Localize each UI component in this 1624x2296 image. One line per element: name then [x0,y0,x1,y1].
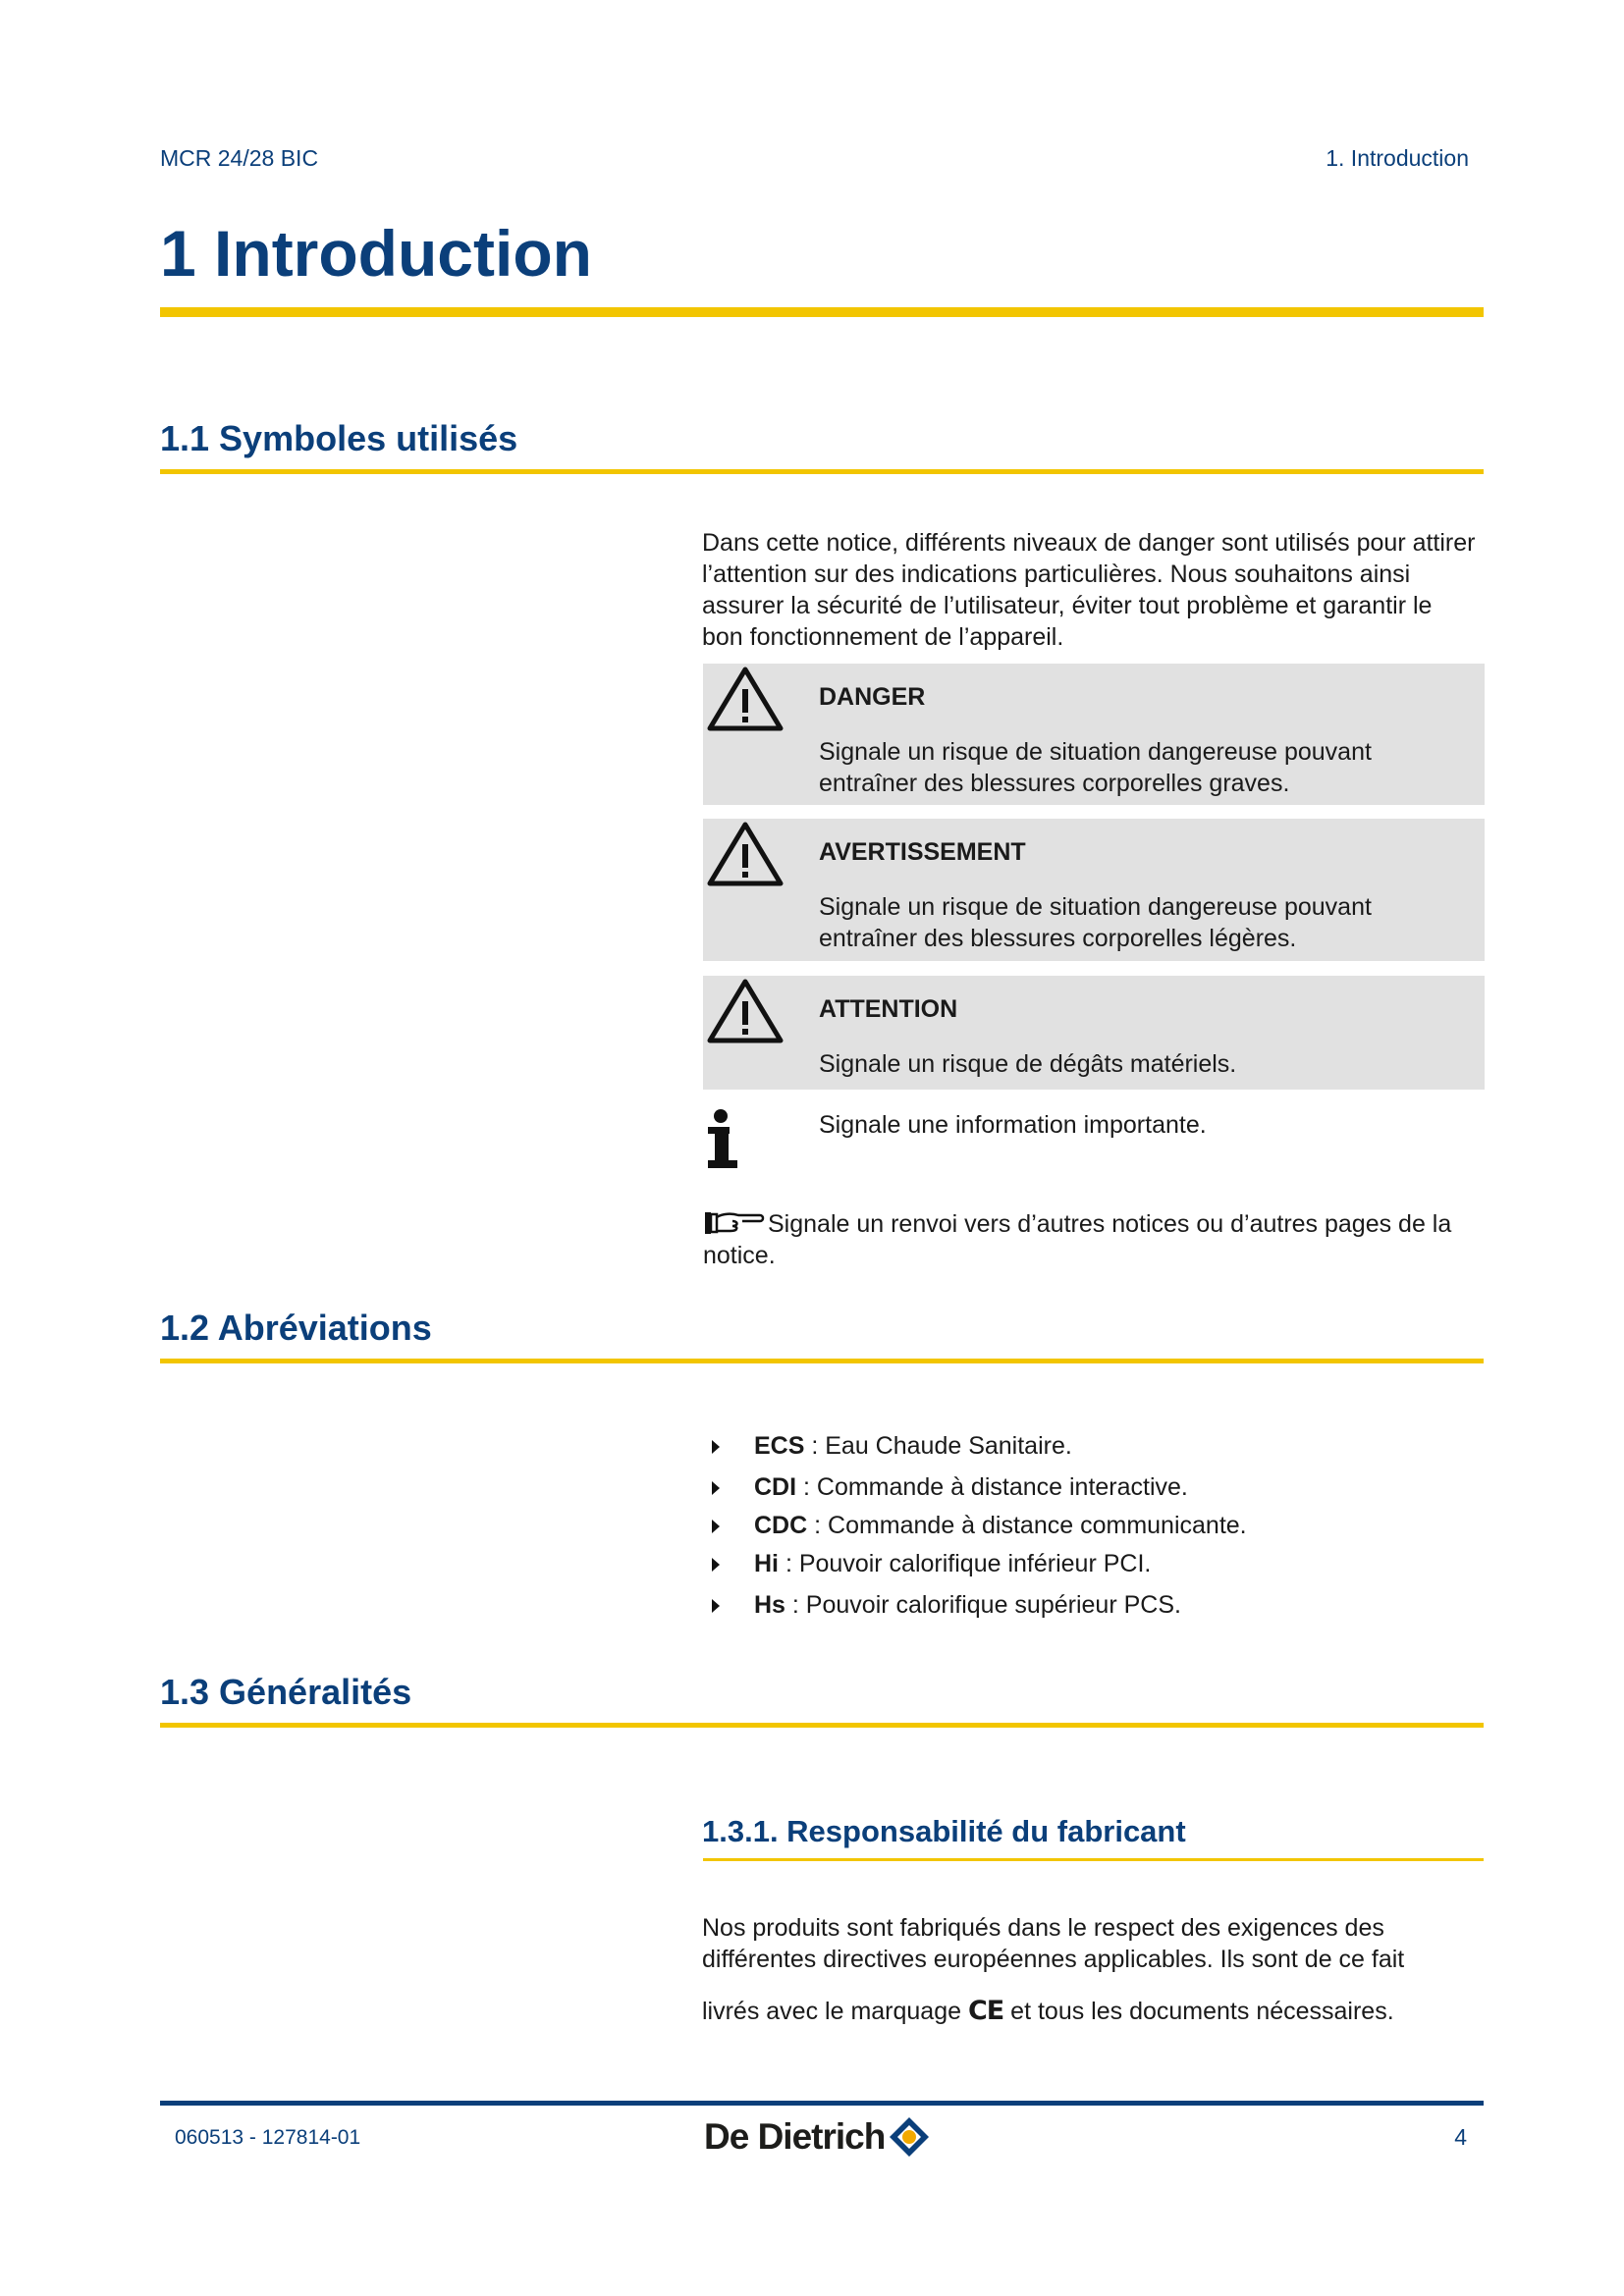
page-number: 4 [1454,2124,1467,2150]
manufacturer-text-ce-line [702,1996,1488,2027]
info-icon [705,1109,740,1170]
abbreviation-list [707,1430,1492,1621]
notice-title: ATTENTION [819,995,958,1023]
brand-name: De Dietrich [704,2116,886,2157]
bullet-arrow-icon [712,1558,720,1572]
list-item [707,1430,1492,1462]
abbr-definition: : Commande à distance communicante. [807,1512,1247,1539]
abbr-definition: : Eau Chaude Sanitaire. [804,1432,1072,1460]
list-item [707,1589,1492,1621]
notice-title: DANGER [819,683,926,711]
info-text: Signale une information importante. [819,1111,1207,1139]
title-divider [160,307,1484,317]
abbr-definition: : Pouvoir calorifique inférieur PCI. [779,1550,1152,1577]
manufacturer-text: Nos produits sont fabriqués dans le respect des exigences des différentes directives européennes applicables. Ils sont de ce fait [702,1914,1405,1973]
brand-logo [704,2110,932,2163]
notice-text: Signale un risque de situation dangereuse pouvant entraîner des blessures corporelles graves. [819,738,1372,797]
ce-mark: CE [967,1996,1004,2026]
section-divider [160,1723,1484,1728]
ce-line-after: et tous les documents nécessaires. [1003,1998,1394,2025]
brand-diamond-icon [887,2114,932,2160]
notice-caution [703,976,1485,1090]
section-heading-symbols: 1.1 Symboles utilisés [160,418,518,458]
bullet-arrow-icon [712,1520,720,1533]
warning-triangle-icon [706,978,785,1044]
abbr-definition: : Commande à distance interactive. [796,1473,1188,1501]
subsection-divider [703,1858,1484,1861]
section-heading-abbreviations: 1.2 Abréviations [160,1308,432,1348]
bullet-arrow-icon [712,1440,720,1454]
running-header-chapter: 1. Introduction [1326,145,1469,171]
abbr-term: CDI [754,1473,797,1501]
abbr-term: Hs [754,1591,785,1619]
footer-doc-reference: 060513 - 127814-01 [175,2126,361,2149]
ce-line-before: livrés avec le marquage [702,1998,968,2025]
abbr-term: ECS [754,1432,805,1460]
symbols-intro: Dans cette notice, différents niveaux de danger sont utilisés pour attirer l’attention sur des indications particulières. Nous souhaitons ainsi assurer la sécurité de l’utilisateur, éviter tout problème et garantir le bon fonctionnement de l’appareil. [702,529,1476,651]
reference-text: Signale un renvoi vers d’autres notices ou d’autres pages de la notice. [703,1210,1452,1269]
notice-danger [703,664,1485,805]
notice-title: AVERTISSEMENT [819,838,1026,866]
abbr-term: CDC [754,1512,808,1539]
notice-warning [703,819,1485,961]
list-item [707,1548,1492,1579]
list-item [707,1471,1492,1503]
section-divider [160,469,1484,474]
notice-text: Signale un risque de dégâts matériels. [819,1050,1237,1078]
bullet-arrow-icon [712,1481,720,1495]
notice-text: Signale un risque de situation dangereuse pouvant entraîner des blessures corporelles légères. [819,893,1372,952]
footer-divider [160,2101,1484,2106]
list-item [707,1510,1492,1541]
warning-triangle-icon [706,821,785,887]
section-heading-general: 1.3 Généralités [160,1672,412,1712]
abbr-definition: : Pouvoir calorifique supérieur PCS. [785,1591,1181,1619]
abbr-term: Hi [754,1550,779,1577]
subsection-heading-manufacturer-responsibility: 1.3.1. Responsabilité du fabricant [702,1814,1186,1848]
page-title: 1 Introduction [160,217,592,290]
warning-triangle-icon [706,666,785,732]
document-model: MCR 24/28 BIC [160,145,319,171]
bullet-arrow-icon [712,1599,720,1613]
section-divider [160,1359,1484,1363]
